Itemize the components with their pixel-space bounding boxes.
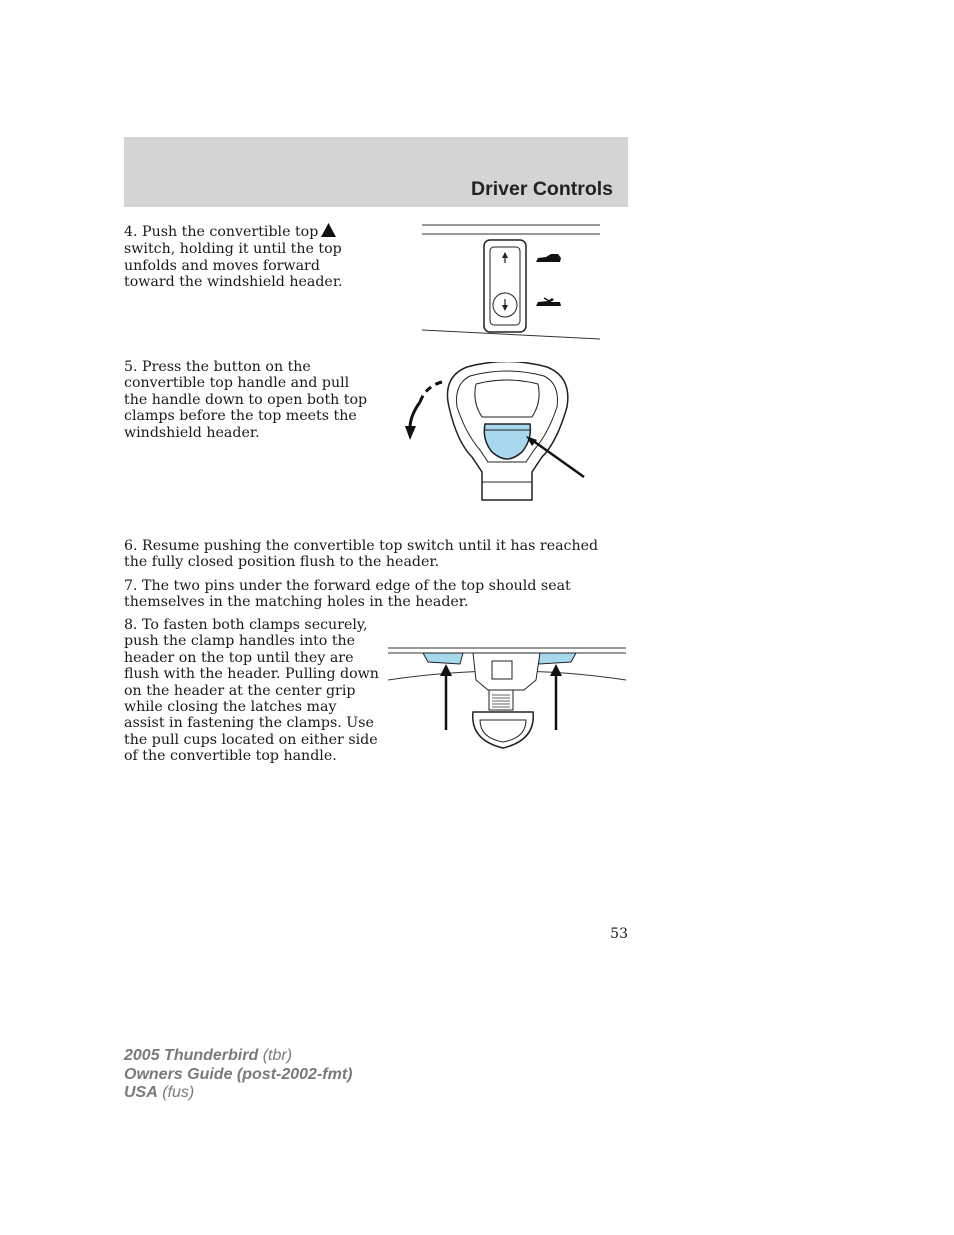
- step-6-text: 6. Resume pushing the convertible top switch until it has reached the fully closed position flush to the header.: [124, 538, 599, 571]
- document-footer: [124, 1047, 352, 1103]
- step-5-text: 5. Press the button on the convertible top handle and pull the handle down to open both top clamps before the top meets the windshield header.: [124, 359, 368, 441]
- footer-line-1: 2005 Thunderbird (tbr): [124, 1047, 293, 1064]
- top-handle-release-figure: [402, 362, 592, 502]
- step-4-text-before: 4. Push the convertible top: [124, 224, 319, 240]
- step-4-text: [124, 223, 374, 291]
- up-triangle-icon: [321, 223, 336, 241]
- step-8-text: 8. To fasten both clamps securely, push the clamp handles into the header on the top until they are flush with the header. Pulling down on the header at the center grip while closing the latches may assist in fastening the clamps. Use the pull cups located on either side of the convertible top handle.: [124, 617, 379, 765]
- convertible-top-switch-figure: [420, 220, 602, 342]
- section-title: Driver Controls: [471, 178, 613, 200]
- footer-line-3: USA (fus): [124, 1084, 195, 1101]
- page-number: 53: [610, 926, 628, 942]
- car-top-closed-icon: [536, 254, 561, 262]
- step-7-text: 7. The two pins under the forward edge of the top should seat themselves in the matching holes in the header.: [124, 578, 571, 611]
- footer-line-2: Owners Guide (post-2002-fmt): [124, 1065, 353, 1083]
- step-4-text-after: switch, holding it until the top unfolds and moves forward toward the windshield header.: [124, 241, 343, 291]
- section-header-band: [124, 137, 628, 207]
- car-top-open-icon: [536, 298, 561, 306]
- header-clamps-figure: [388, 640, 628, 755]
